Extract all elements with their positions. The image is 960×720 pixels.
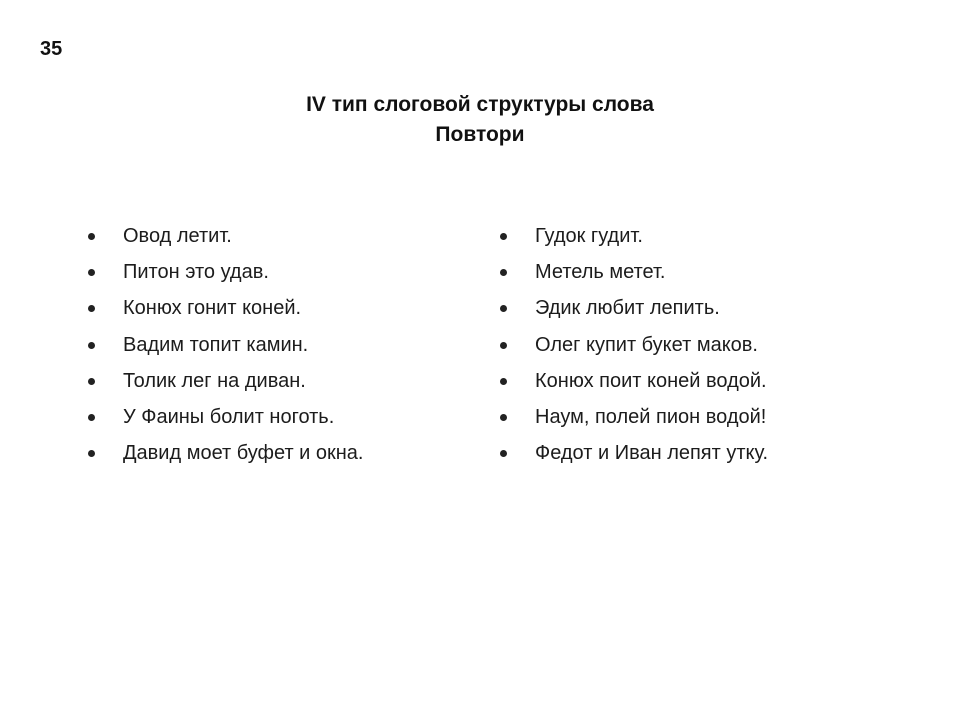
title-block <box>0 90 960 150</box>
list-item-text: Конюх гонит коней. <box>123 297 302 320</box>
list-item <box>88 399 468 435</box>
bullet-icon <box>500 342 507 349</box>
list-item <box>500 399 920 435</box>
list-item-text: Олег купит букет маков. <box>535 333 758 356</box>
list-item-text: Гудок гудит. <box>535 225 643 247</box>
list-item-text: Давид моет буфет и окна. <box>123 442 364 465</box>
list-item <box>500 290 920 326</box>
list-item-text: Овод летит. <box>123 225 232 247</box>
bullet-icon <box>88 378 95 385</box>
list-item <box>500 218 920 254</box>
left-sentence-list <box>88 218 468 471</box>
list-item-text: Конюх поит коней водой. <box>535 369 767 392</box>
bullet-icon <box>88 269 95 276</box>
list-item <box>88 254 468 290</box>
bullet-icon <box>88 233 95 240</box>
bullet-icon <box>88 342 95 349</box>
bullet-icon <box>500 269 507 276</box>
list-item-text: Питон это удав. <box>123 261 269 284</box>
list-item <box>88 363 468 399</box>
bullet-icon <box>500 414 507 421</box>
right-sentence-list <box>500 218 920 471</box>
list-item-text: Наум, полей пион водой! <box>535 405 767 428</box>
list-item <box>88 218 468 254</box>
list-item-text: У Фаины болит ноготь. <box>123 405 335 428</box>
bullet-icon <box>500 305 507 312</box>
list-item-text: Федот и Иван лепят утку. <box>535 442 769 465</box>
list-item <box>88 327 468 363</box>
list-item <box>500 327 920 363</box>
list-item-text: Метель метет. <box>535 261 666 284</box>
list-item-text: Вадим топит камин. <box>123 333 309 356</box>
list-item <box>88 435 468 471</box>
list-item-text: Толик лег на диван. <box>123 369 306 392</box>
list-item <box>88 290 468 326</box>
list-item-text: Эдик любит лепить. <box>535 297 720 320</box>
bullet-icon <box>88 305 95 312</box>
list-item <box>500 435 920 471</box>
slide-title: IV тип слоговой структуры слова <box>306 93 654 116</box>
page-number: 35 <box>40 38 63 60</box>
slide-subtitle: Повтори <box>435 123 525 146</box>
list-item <box>500 254 920 290</box>
bullet-icon <box>500 233 507 240</box>
bullet-icon <box>88 450 95 457</box>
bullet-icon <box>500 450 507 457</box>
list-item <box>500 363 920 399</box>
bullet-icon <box>88 414 95 421</box>
bullet-icon <box>500 378 507 385</box>
